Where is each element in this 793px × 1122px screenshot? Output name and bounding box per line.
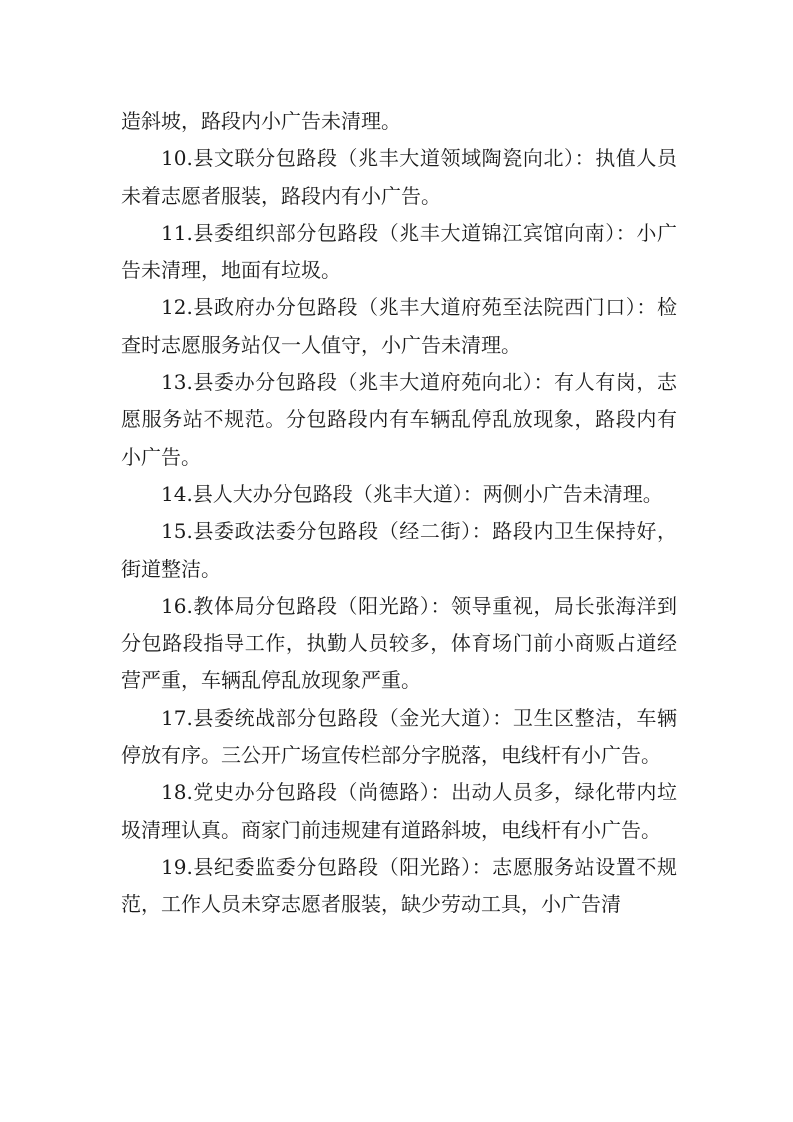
paragraph-item-15: 15.县委政法委分包路段（经二街）：路段内卫生保持好，街道整洁。 [121,519,677,581]
document-body [121,103,677,924]
paragraph-item-11: 11.县委组织部分包路段（兆丰大道锦江宾馆向南）：小广告未清理，地面有垃圾。 [121,220,677,283]
paragraph-item-12: 12.县政府办分包路段（兆丰大道府苑至法院西门口）：检查时志愿服务站仅一人值守，小广告未清理。 [121,295,677,357]
paragraph-item-14: 14.县人大办分包路段（兆丰大道）：两侧小广告未清理。 [161,481,663,506]
paragraph-item-17: 17.县委统战部分包路段（金光大道）：卫生区整洁，车辆停放有序。三公开广场宣传栏部分字脱落，电线杆有小广告。 [121,705,677,768]
paragraph-item-13: 13.县委办分包路段（兆丰大道府苑向北）：有人有岗，志愿服务站不规范。分包路段内有车辆乱停乱放现象，路段内有小广告。 [121,370,677,469]
paragraph-item-10: 10.县文联分包路段（兆丰大道领域陶瓷向北）：执值人员未着志愿者服装，路段内有小广告。 [121,146,677,208]
paragraph-item-19: 19.县纪委监委分包路段（阳光路）：志愿服务站设置不规范，工作人员未穿志愿者服装，缺少劳动工具，小广告清 [121,854,677,917]
paragraph-continuation: 造斜坡，路段内小广告未清理。 [121,109,401,133]
paragraph-item-16: 16.教体局分包路段（阳光路）：领导重视，局长张海洋到分包路段指导工作，执勤人员较多，体育场门前小商贩占道经营严重，车辆乱停乱放现象严重。 [121,593,677,693]
paragraph-item-18: 18.党史办分包路段（尚德路）：出动人员多，绿化带内垃圾清理认真。商家门前违规建有道路斜坡，电线杆有小广告。 [121,780,677,842]
